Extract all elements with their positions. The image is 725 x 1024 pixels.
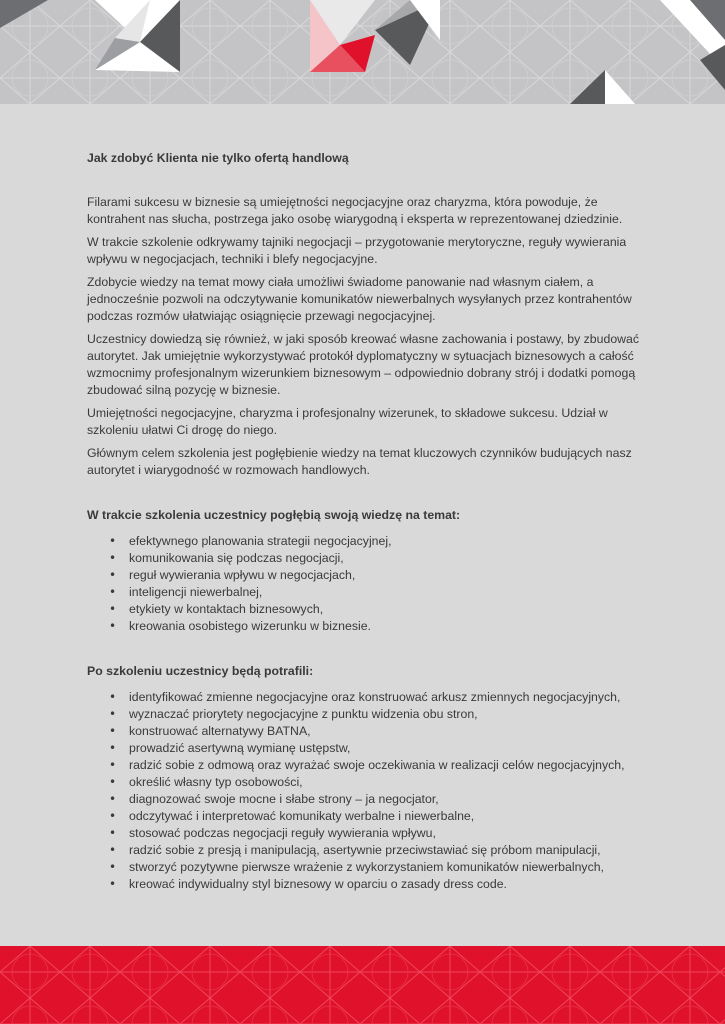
- list-item: • etykiety w kontaktach biznesowych,: [129, 601, 647, 618]
- list-item: • stworzyć pozytywne pierwsze wrażenie z wykorzystaniem komunikatów niewerbalnych,: [129, 859, 647, 876]
- list-item: • identyfikować zmienne negocjacyjne oraz konstruować arkusz zmiennych negocjacyjnych,: [129, 689, 647, 706]
- section-heading-skills: Po szkoleniu uczestnicy będą potrafili:: [87, 664, 314, 678]
- list-item: • określić własny typ osobowości,: [129, 774, 647, 791]
- paragraph: Zdobycie wiedzy na temat mowy ciała umożliwi świadome panowanie nad własnym ciałem, a jednocześnie pozwoli na odczytywanie komunikatów niewerbalnych wysyłanych przez kontrahentów podczas rozmów ułatwiając osiągnięcie przewagi negocjacyjnej.: [87, 275, 632, 323]
- list-item: • radzić sobie z odmową oraz wyrażać swoje oczekiwania w realizacji celów negocjacyjnych,: [129, 757, 647, 774]
- paragraph: Uczestnicy dowiedzą się również, w jaki sposób kreować własne zachowania i postawy, by zbudować autorytet. Jak umiejętnie wykorzystywać protokół dyplomatyczny w sytuacjach biznesowych a całość wzmocnimy profesjonalnym wizerunkiem biznesowym – odpowiednio dobrany strój i dodatki pomogą zbudować silną pozycję w biznesie.: [87, 332, 640, 397]
- list-item: • reguł wywierania wpływu w negocjacjach,: [129, 567, 647, 584]
- section-heading-knowledge: W trakcie szkolenia uczestnicy pogłębią swoją wiedzę na temat:: [87, 508, 461, 522]
- footer-geometric-pattern: [0, 946, 725, 1024]
- list-item: • prowadzić asertywną wymianę ustępstw,: [129, 740, 647, 757]
- paragraph: Głównym celem szkolenia jest pogłębienie wiedzy na temat kluczowych czynników budujących nasz autorytet i wiarygodność w rozmowach handlowych.: [87, 446, 632, 477]
- intro-paragraph: Filarami sukcesu w biznesie są umiejętności negocjacyjne oraz charyzma, która powoduje, że kontrahent nas słucha, postrzega jako osobę wiarygodną i eksperta w reprezentowanej dziedzinie.: [87, 195, 623, 226]
- header-decorative-band: [0, 0, 725, 104]
- list-item: • komunikowania się podczas negocjacji,: [129, 550, 647, 567]
- list-item: • odczytywać i interpretować komunikaty werbalne i niewerbalne,: [129, 808, 647, 825]
- list-item: • wyznaczać priorytety negocjacyjne z punktu widzenia obu stron,: [129, 706, 647, 723]
- list-item: • kreowania osobistego wizerunku w biznesie.: [129, 618, 647, 635]
- footer-decorative-band: [0, 946, 725, 1024]
- header-geometric-pattern: [0, 0, 725, 104]
- list-item: • kreować indywidualny styl biznesowy w oparciu o zasady dress code.: [129, 876, 647, 893]
- list-item: • inteligencji niewerbalnej,: [129, 584, 647, 601]
- skills-list: [87, 689, 647, 893]
- list-item: • diagnozować swoje mocne i słabe strony – ja negocjator,: [129, 791, 647, 808]
- knowledge-list: [87, 533, 647, 635]
- document-body: [87, 150, 647, 893]
- paragraph: W trakcie szkolenie odkrywamy tajniki negocjacji – przygotowanie merytoryczne, reguły wywierania wpływu w negocjacjach, techniki i blefy negocjacyjne.: [87, 235, 627, 266]
- list-item: • efektywnego planowania strategii negocjacyjnej,: [129, 533, 647, 550]
- document-title: Jak zdobyć Klienta nie tylko ofertą handlową: [87, 151, 349, 165]
- list-item: • konstruować alternatywy BATNA,: [129, 723, 647, 740]
- list-item: • radzić sobie z presją i manipulacją, asertywnie przeciwstawiać się próbom manipulacji,: [129, 842, 647, 859]
- list-item: • stosować podczas negocjacji reguły wywierania wpływu,: [129, 825, 647, 842]
- paragraph: Umiejętności negocjacyjne, charyzma i profesjonalny wizerunek, to składowe sukcesu. Udział w szkoleniu ułatwi Ci drogę do niego.: [87, 406, 608, 437]
